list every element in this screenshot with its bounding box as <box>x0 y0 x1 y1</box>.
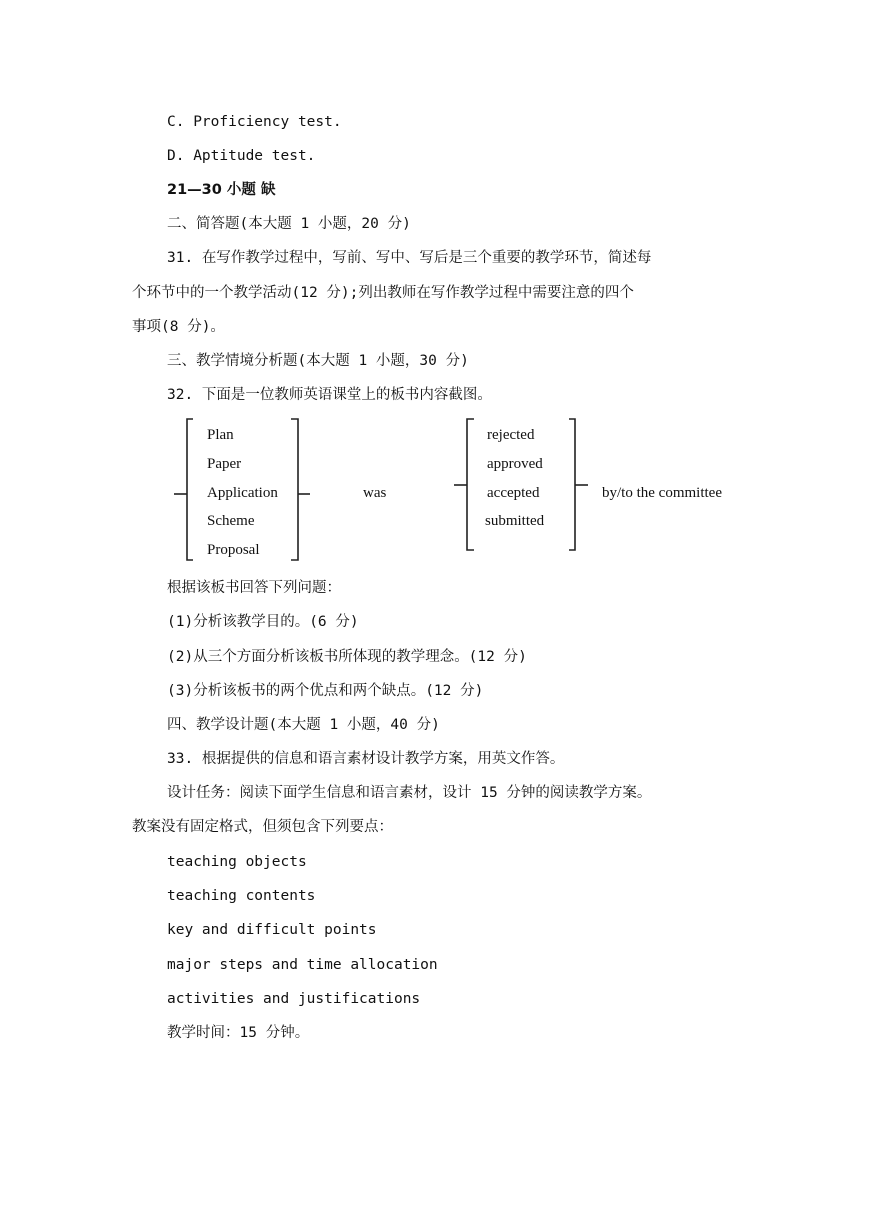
subject-proposal: Proposal <box>207 542 260 558</box>
participle-rejected: rejected <box>487 427 535 443</box>
option-d: D. Aptitude test. <box>167 148 316 164</box>
section-4-heading: 四、教学设计题(本大题 1 小题，40 分) <box>167 717 440 733</box>
participle-submitted: submitted <box>485 513 545 529</box>
design-task-line-1: 设计任务：阅读下面学生信息和语言素材，设计 15 分钟的阅读教学方案。 <box>167 785 652 801</box>
blackboard-diagram <box>160 412 750 572</box>
sub-question-1: (1)分析该教学目的。(6 分) <box>167 614 359 630</box>
subjects-left-bracket <box>187 419 193 560</box>
teaching-time: 教学时间：15 分钟。 <box>167 1025 310 1041</box>
subject-plan: Plan <box>207 427 234 443</box>
subject-scheme: Scheme <box>207 513 255 529</box>
participle-accepted: accepted <box>487 485 540 501</box>
participles-left-bracket <box>467 419 474 550</box>
sub-question-2: (2)从三个方面分析该板书所体现的教学理念。(12 分) <box>167 649 527 665</box>
section-2-heading: 二、简答题(本大题 1 小题，20 分) <box>167 216 411 232</box>
question-32: 32. 下面是一位教师英语课堂上的板书内容截图。 <box>167 387 492 403</box>
subjects-right-bracket <box>291 419 298 560</box>
participles-right-bracket <box>569 419 575 550</box>
subject-application: Application <box>207 485 278 501</box>
answer-prompt: 根据该板书回答下列问题： <box>167 580 341 596</box>
point-key-difficult: key and difficult points <box>167 922 377 938</box>
question-33: 33. 根据提供的信息和语言素材设计教学方案，用英文作答。 <box>167 751 565 767</box>
section-3-heading: 三、教学情境分析题(本大题 1 小题，30 分) <box>167 353 469 369</box>
missing-questions-note: 21—30 小题 缺 <box>167 182 276 198</box>
question-31-line-1: 31. 在写作教学过程中，写前、写中、写后是三个重要的教学环节，简述每 <box>167 250 652 266</box>
point-teaching-objects: teaching objects <box>167 854 307 870</box>
participle-approved: approved <box>487 456 543 472</box>
option-c: C. Proficiency test. <box>167 114 342 130</box>
agent-phrase: by/to the committee <box>602 485 722 501</box>
question-31-line-2: 个环节中的一个教学活动(12 分);列出教师在写作教学过程中需要注意的四个 <box>132 285 634 301</box>
sub-question-3: (3)分析该板书的两个优点和两个缺点。(12 分) <box>167 683 484 699</box>
verb-was: was <box>363 485 387 501</box>
question-31-line-3: 事项(8 分)。 <box>132 319 225 335</box>
point-activities: activities and justifications <box>167 991 421 1007</box>
design-task-line-2: 教案没有固定格式，但须包含下列要点： <box>132 819 393 835</box>
point-major-steps: major steps and time allocation <box>167 957 438 973</box>
point-teaching-contents: teaching contents <box>167 888 316 904</box>
subject-paper: Paper <box>207 456 242 472</box>
